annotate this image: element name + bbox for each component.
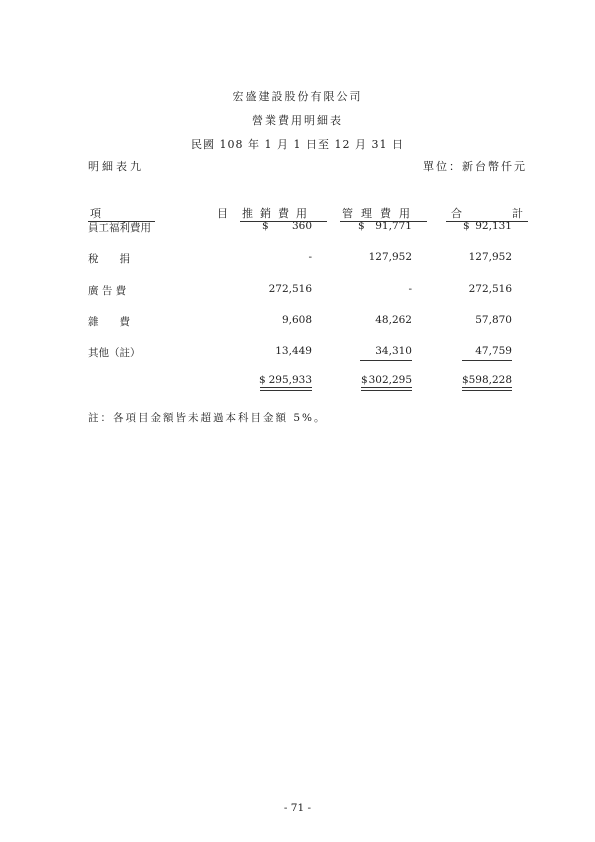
currency-sign: $ xyxy=(262,220,269,232)
double-rule-admin-2 xyxy=(361,390,412,391)
cell-total: 57,870 xyxy=(475,314,512,326)
row-label-misc: 雜 費 xyxy=(88,316,130,328)
currency-sign: $ xyxy=(358,220,365,232)
footnote: 註：各項目金額皆未超過本科目金額 5%。 xyxy=(88,412,327,424)
row-label-advertising: 廣 告 費 xyxy=(88,285,127,297)
double-rule-selling xyxy=(260,387,312,388)
cell-selling: 13,449 xyxy=(275,345,312,357)
unit-label: 單位：新台幣仟元 xyxy=(423,160,527,173)
page-number: - 71 - xyxy=(283,802,312,814)
double-rule-selling-2 xyxy=(260,390,312,391)
cell-total: 127,952 xyxy=(468,251,512,263)
double-rule-total xyxy=(462,387,512,388)
cell-total: 47,759 xyxy=(475,345,512,357)
header-total: 合 xyxy=(451,207,462,220)
currency-sign: $ xyxy=(463,220,470,232)
subtotal-rule-admin xyxy=(360,360,412,361)
header-item-end: 目 xyxy=(217,207,228,220)
header-item: 項 xyxy=(90,207,101,220)
row-label-other: 其他（註） xyxy=(88,347,141,359)
header-admin-expense: 管理費用 xyxy=(342,207,418,220)
cell-admin: 34,310 xyxy=(375,345,412,357)
total-selling: 295,933 xyxy=(268,374,312,386)
report-title: 營業費用明細表 xyxy=(252,114,343,127)
currency-sign: $ xyxy=(259,374,266,386)
cell-admin: 48,262 xyxy=(375,314,412,326)
cell-admin: 91,771 xyxy=(375,220,412,232)
currency-sign: $ xyxy=(462,374,469,386)
total-admin: 302,295 xyxy=(368,374,412,386)
header-selling-expense: 推銷費用 xyxy=(242,207,314,220)
report-period: 民國 108 年 1 月 1 日至 12 月 31 日 xyxy=(191,138,404,151)
row-label-employee-benefits: 員工福利費用 xyxy=(88,222,151,234)
cell-total: 272,516 xyxy=(468,283,512,295)
cell-admin: - xyxy=(408,283,412,295)
total-grand: 598,228 xyxy=(468,374,512,386)
cell-selling: - xyxy=(308,251,312,263)
currency-sign: $ xyxy=(361,374,368,386)
row-label-taxes: 稅 捐 xyxy=(88,253,130,265)
cell-selling: 9,608 xyxy=(281,314,312,326)
company-name: 宏盛建設股份有限公司 xyxy=(232,90,363,103)
header-total-end: 計 xyxy=(512,207,523,220)
double-rule-total-2 xyxy=(462,390,512,391)
subtotal-rule-total xyxy=(462,360,512,361)
cell-selling: 272,516 xyxy=(268,283,312,295)
cell-admin: 127,952 xyxy=(368,251,412,263)
cell-selling: 360 xyxy=(291,220,312,232)
double-rule-admin xyxy=(361,387,412,388)
sheet-label: 明細表九 xyxy=(88,160,144,173)
cell-total: 92,131 xyxy=(475,220,512,232)
